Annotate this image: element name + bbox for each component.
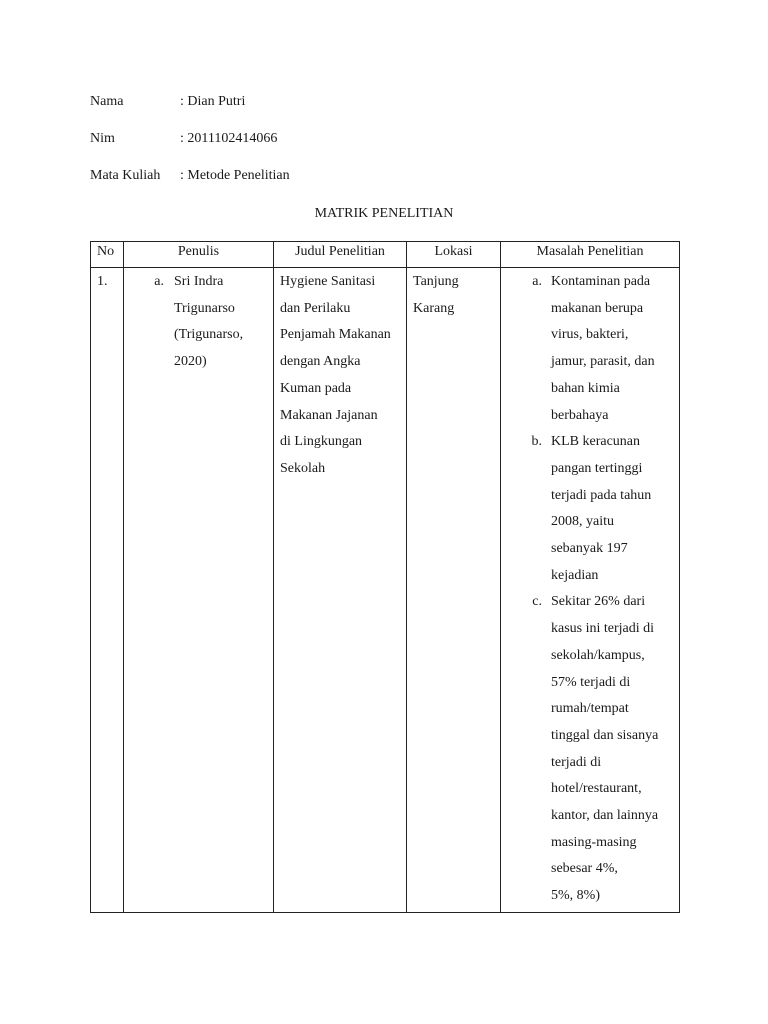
problem-line: tinggal dan sisanya [551,727,659,743]
title-line: Sekolah [280,460,326,476]
problem-line: hotel/restaurant, [551,781,642,797]
nim-label: Nim [90,131,115,146]
problem-line: sebesar 4%, [551,861,618,877]
research-matrix-table [90,241,680,913]
problem-line: 2008, yaitu [551,514,614,530]
header-problem: Masalah Penelitian [501,242,680,268]
header-author: Penulis [124,242,274,268]
problem-line: kasus ini terjadi di [551,621,655,637]
nim-value: : 2011102414066 [180,131,278,146]
course-label: Mata Kuliah [90,168,161,183]
problem-letter: c. [532,594,542,610]
cell-author [124,268,274,913]
problem-line: KLB keracunan [551,434,641,450]
author-line: 2020) [174,354,207,370]
title-line: dengan Angka [280,354,361,370]
problem-line: bahan kimia [551,380,620,396]
problem-item-c [501,589,679,909]
cell-no [91,268,124,913]
title-line: di Lingkungan [280,434,363,450]
problem-line: kantor, dan lainnya [551,808,659,824]
title-line: Makanan Jajanan [280,407,378,423]
title-line: Kuman pada [280,380,352,396]
cell-problem [501,268,680,913]
problem-letter: b. [531,434,542,450]
problem-item-a [501,269,679,429]
problem-line: virus, bakteri, [551,327,629,343]
row-number: 1. [97,274,108,289]
name-row [90,92,245,112]
course-row [90,166,290,186]
document-title: MATRIK PENELITIAN [314,206,454,221]
problem-letter: a. [532,274,542,289]
problem-line: kejadian [551,567,599,583]
problem-line: 5%, 8%) [551,888,600,904]
title-line: dan Perilaku [280,300,351,316]
author-letter: a. [154,274,164,289]
cell-location [407,268,501,913]
problem-line: jamur, parasit, dan [551,354,655,370]
title-line: Hygiene Sanitasi [280,274,376,289]
table-header-row [91,242,680,268]
author-line: Trigunarso [174,300,235,316]
author-text [174,269,273,376]
location-line: Karang [413,300,455,316]
problem-line: terjadi di [551,754,602,770]
cell-research-title [274,268,407,913]
problem-line: sebanyak 197 [551,541,628,557]
name-value: : Dian Putri [180,94,246,109]
course-value: : Metode Penelitian [180,168,290,183]
problem-item-b [501,429,679,589]
table-row [91,268,680,913]
header-location: Lokasi [407,242,501,268]
header-no: No [91,242,124,268]
problem-line: 57% terjadi di [551,674,631,690]
problem-line: masing-masing [551,834,637,850]
location-line: Tanjung [413,274,459,289]
nim-row [90,129,277,149]
problem-line: Sekitar 26% dari [551,594,646,610]
problem-line: Kontaminan pada [551,274,651,289]
header-research-title: Judul Penelitian [274,242,407,268]
author-line: (Trigunarso, [174,327,244,343]
author-line: Sri Indra [174,274,224,289]
title-line: Penjamah Makanan [280,327,391,343]
problem-line: terjadi pada tahun [551,487,652,503]
name-label: Nama [90,94,124,109]
problem-line: rumah/tempat [551,701,629,717]
problem-line: makanan berupa [551,300,644,316]
problem-line: sekolah/kampus, [551,647,645,663]
problem-line: berbahaya [551,407,609,423]
problem-line: pangan tertinggi [551,460,643,476]
